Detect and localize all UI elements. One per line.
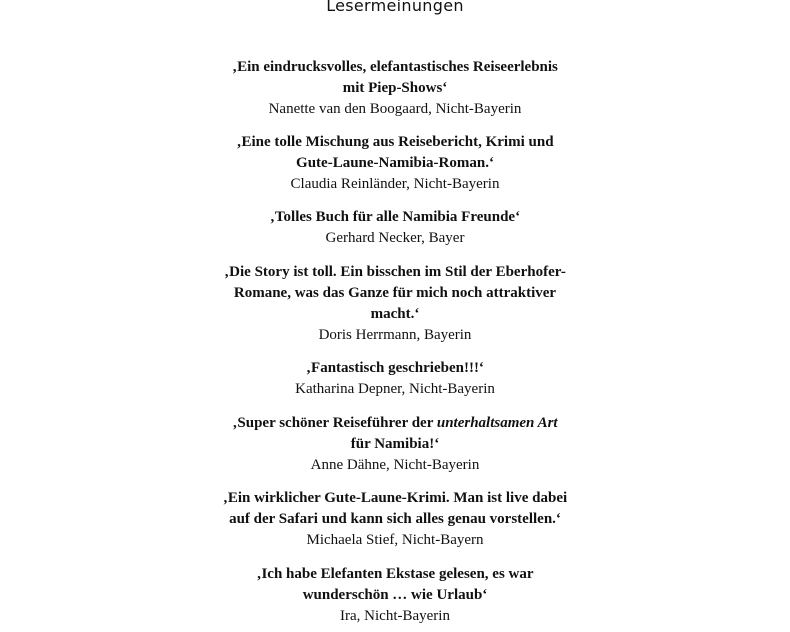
review-quote [0,564,790,606]
review-author: Nanette van den Boogaard, Nicht-Bayerin [268,101,522,117]
review-item [0,358,790,400]
review-quote-line: ‚Die Story ist toll. Ein bisschen im Stil der Eberhofer- [224,264,566,280]
review-quote-line: ‚Ein wirklicher Gute-Laune-Krimi. Man ist live dabei [222,490,568,506]
review-quote-line: für Namibia!‘ [350,436,440,452]
review-item [0,262,790,346]
review-quote [0,413,790,455]
review-item [0,564,790,627]
review-item [0,413,790,476]
review-item [0,207,790,249]
review-quote [0,262,790,325]
review-quote [0,358,790,379]
review-quote-line: Romane, was das Ganze für mich noch attraktiver [233,285,557,301]
review-author: Claudia Reinländer, Nicht-Bayerin [290,176,500,192]
review-quote-line: ‚Eine tolle Mischung aus Reisebericht, Krimi und [236,134,554,150]
review-quote-line [0,413,790,434]
review-quote-text: ‚Super schöner Reiseführer der [232,415,437,431]
review-item [0,132,790,195]
review-quote [0,132,790,174]
page-title: Lesermeinungen [326,0,464,15]
review-quote [0,57,790,99]
review-quote-line: wunderschön … wie Urlaub‘ [302,587,488,603]
review-author: Michaela Stief, Nicht-Bayern [306,532,484,548]
review-quote-line: ‚Ich habe Elefanten Ekstase gelesen, es war [256,566,534,582]
review-quote-line: ‚Fantastisch geschrieben!!!‘ [306,360,484,376]
review-quote-line: macht.‘ [370,306,420,322]
review-item [0,57,790,120]
review-author: Katharina Depner, Nicht-Bayerin [295,381,495,397]
review-quote [0,207,790,228]
review-quote-line: auf der Safari und kann sich alles genau vorstellen.‘ [229,511,561,527]
review-author: Doris Herrmann, Bayerin [318,327,472,343]
review-quote-emphasis: unterhaltsamen Art [436,415,558,431]
review-quote-line: Gute-Laune-Namibia-Roman.‘ [296,155,494,171]
review-item [0,488,790,551]
review-quote-line: ‚Ein eindrucksvolles, elefantastisches Reiseerlebnis [232,59,558,75]
review-author: Anne Dähne, Nicht-Bayerin [310,457,480,473]
review-quote-line: mit Piep-Shows‘ [342,80,448,96]
review-quote-line: ‚Tolles Buch für alle Namibia Freunde‘ [269,209,521,225]
review-author: Gerhard Necker, Bayer [325,230,465,246]
review-author: Ira, Nicht-Bayerin [340,608,450,624]
review-quote [0,488,790,530]
